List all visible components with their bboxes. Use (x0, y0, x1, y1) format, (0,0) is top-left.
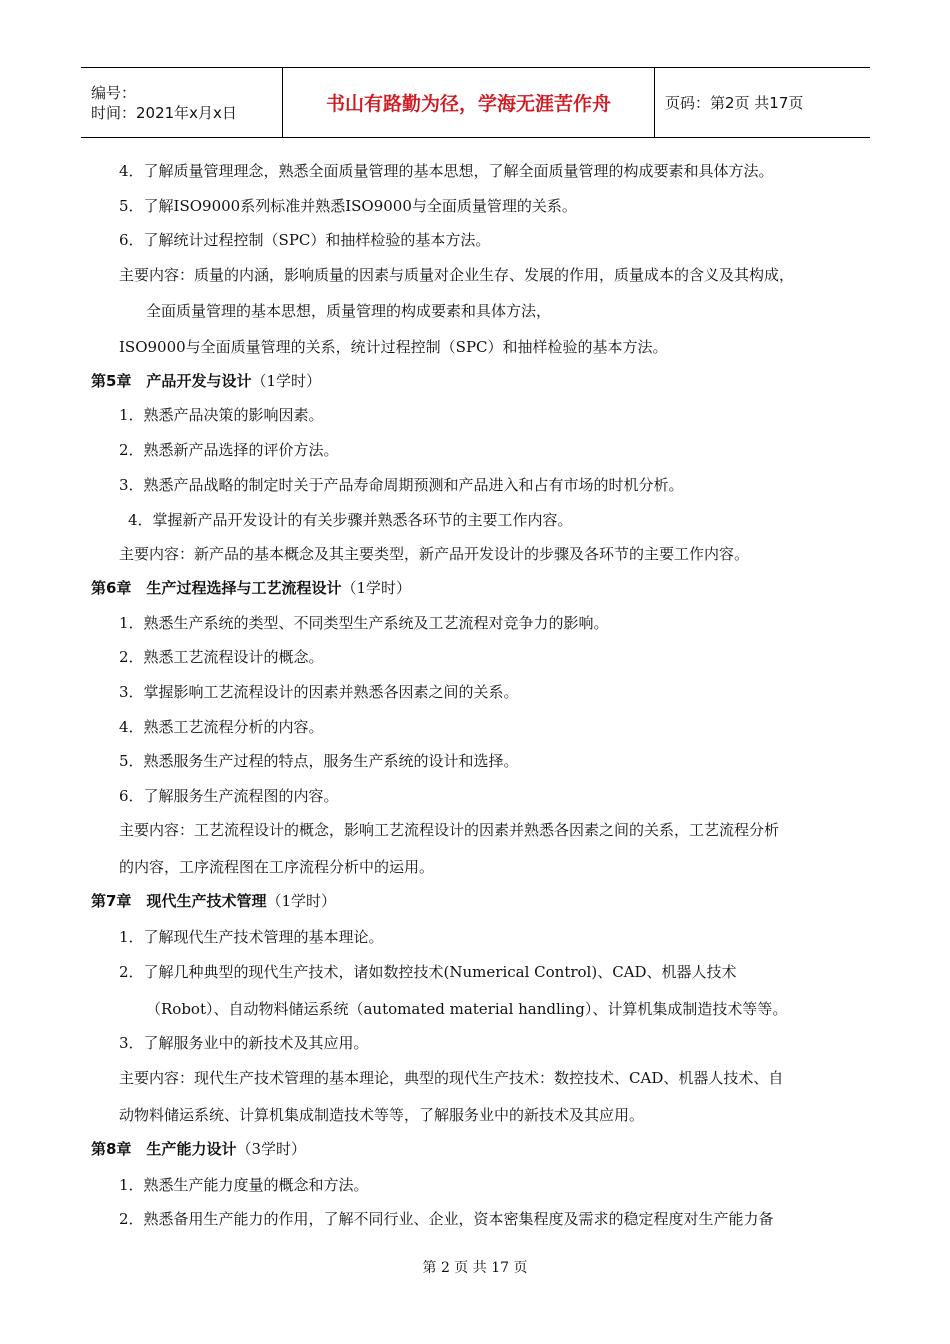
header-number: 编号： (91, 83, 137, 102)
text-line: 1．熟悉产品决策的影响因素。 (119, 406, 324, 424)
text-line: 3．掌握影响工艺流程设计的因素并熟悉各因素之间的关系。 (119, 683, 519, 701)
text-line: 主要内容：质量的内涵，影响质量的因素与质量对企业生存、发展的作用，质量成本的含义及其构成， (119, 266, 795, 284)
chapter-8-title: 第8章 生产能力设计 (91, 1140, 237, 1158)
text-line: 1．了解现代生产技术管理的基本理论。 (119, 928, 384, 946)
header-motto: 书山有路勤为径，学海无涯苦作舟 (325, 93, 611, 115)
text-line: （Robot）、自动物料储运系统（automated material handling）、计算机集成制造技术等等。 (146, 1000, 788, 1018)
chapter-5-title: 第5章 产品开发与设计 (91, 372, 252, 390)
page-footer (0, 1257, 950, 1277)
chapter-6-title: 第6章 生产过程选择与工艺流程设计 (91, 579, 342, 597)
header-page-number: 页码：第2页 共17页 (665, 94, 804, 112)
chapter-6-heading (91, 578, 411, 598)
text-line: 的内容，工序流程图在工序流程分析中的运用。 (119, 858, 435, 876)
text-line: 2．了解几种典型的现代生产技术，诸如数控技术(Numerical Control)、CAD、机器人技术 (119, 963, 737, 981)
chapter-8-heading (91, 1139, 306, 1159)
text-line: 4．了解质量管理理念，熟悉全面质量管理的基本思想，了解全面质量管理的构成要素和具体方法。 (119, 162, 774, 180)
text-line: 主要内容：现代生产技术管理的基本理论，典型的现代生产技术：数控技术、CAD、机器人技术、自 (119, 1069, 784, 1087)
chapter-7-heading (91, 891, 336, 911)
text-line: 动物料储运系统、计算机集成制造技术等等，了解服务业中的新技术及其应用。 (119, 1106, 645, 1124)
text-line: 3．熟悉产品战略的制定时关于产品寿命周期预测和产品进入和占有市场的时机分析。 (119, 476, 684, 494)
chapter-8-hours: （3学时） (236, 1140, 306, 1158)
text-line: 主要内容：工艺流程设计的概念，影响工艺流程设计的因素并熟悉各因素之间的关系，工艺流程分析 (119, 821, 780, 839)
header-time: 时间：2021年x月x日 (91, 103, 237, 122)
text-line: 2．熟悉工艺流程设计的概念。 (119, 648, 324, 666)
text-line: 5．熟悉服务生产过程的特点，服务生产系统的设计和选择。 (119, 752, 519, 770)
footer-page-number: 第 2 页 共 17 页 (422, 1260, 528, 1276)
chapter-5-hours: （1学时） (251, 372, 321, 390)
text-line: ISO9000与全面质量管理的关系，统计过程控制（SPC）和抽样检验的基本方法。 (119, 338, 668, 356)
text-line: 1．熟悉生产能力度量的概念和方法。 (119, 1176, 369, 1194)
text-line: 4．熟悉工艺流程分析的内容。 (119, 718, 324, 736)
chapter-7-title: 第7章 现代生产技术管理 (91, 892, 267, 910)
text-line: 1．熟悉生产系统的类型、不同类型生产系统及工艺流程对竞争力的影响。 (119, 614, 609, 632)
chapter-7-hours: （1学时） (266, 892, 336, 910)
text-line: 2．熟悉备用生产能力的作用，了解不同行业、企业，资本密集程度及需求的稳定程度对生产能力备 (119, 1210, 774, 1228)
text-line: 4．掌握新产品开发设计的有关步骤并熟悉各环节的主要工作内容。 (128, 511, 573, 529)
text-line: 3．了解服务业中的新技术及其应用。 (119, 1034, 369, 1052)
text-line: 6．了解服务生产流程图的内容。 (119, 787, 339, 805)
text-line: 主要内容：新产品的基本概念及其主要类型，新产品开发设计的步骤及各环节的主要工作内容。 (119, 545, 750, 563)
chapter-6-hours: （1学时） (341, 579, 411, 597)
chapter-5-heading (91, 371, 321, 391)
text-line: 6．了解统计过程控制（SPC）和抽样检验的基本方法。 (119, 231, 491, 249)
text-line: 2．熟悉新产品选择的评价方法。 (119, 441, 339, 459)
text-line: 5．了解ISO9000系列标准并熟悉ISO9000与全面质量管理的关系。 (119, 197, 577, 215)
text-line: 全面质量管理的基本思想，质量管理的构成要素和具体方法， (146, 302, 552, 320)
